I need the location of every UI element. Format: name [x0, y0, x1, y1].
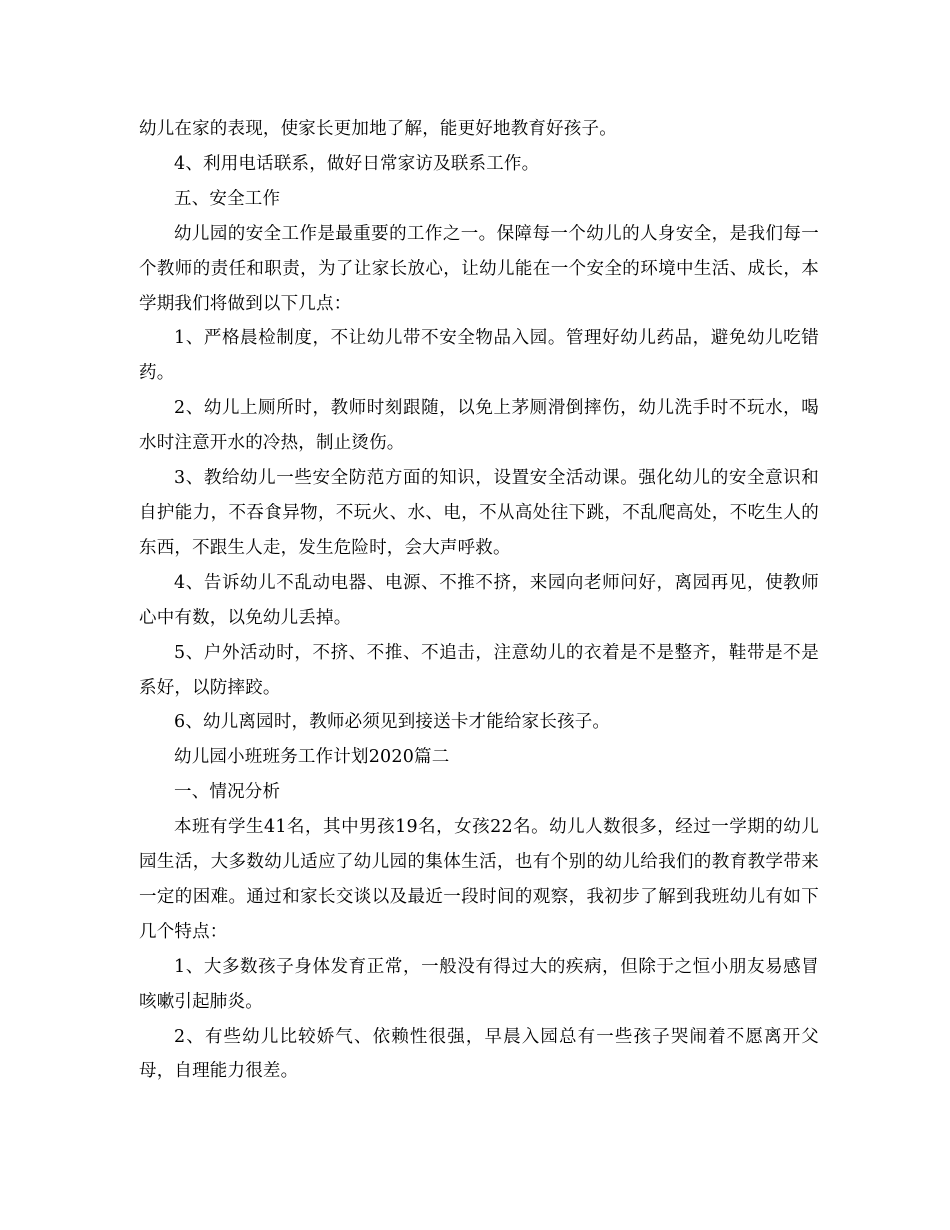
- paragraph-safety-item-2: 2、幼儿上厕所时，教师时刻跟随，以免上茅厕滑倒摔伤，幼儿洗手时不玩水，喝水时注意开水的冷热，制止烫伤。: [139, 398, 819, 454]
- document-body: [139, 112, 819, 1089]
- section-heading-safety: 五、安全工作: [174, 188, 281, 209]
- paragraph-safety-item-3: 3、教给幼儿一些安全防范方面的知识，设置安全活动课。强化幼儿的安全意识和自护能力，不吞食异物，不玩火、水、电，不从高处往下跳，不乱爬高处，不吃生人的东西，不跟生人走，发生危险时，会大声呼救。: [139, 468, 819, 558]
- document-subtitle-part-two: 幼儿园小班班务工作计划2020篇二: [174, 747, 450, 768]
- paragraph-trait-2: 2、有些幼儿比较娇气、依赖性很强，早晨入园总有一些孩子哭闹着不愿离开父母，自理能力很差。: [139, 1026, 819, 1082]
- paragraph-safety-item-5: 5、户外活动时，不挤、不推、不追击，注意幼儿的衣着是不是整齐，鞋带是不是系好，以防摔跤。: [139, 642, 819, 698]
- section-heading-analysis: 一、情况分析: [174, 782, 281, 803]
- paragraph-class-overview: 本班有学生41名，其中男孩19名，女孩22名。幼儿人数很多，经过一学期的幼儿园生活，大多数幼儿适应了幼儿园的集体生活，也有个别的幼儿给我们的教育教学带来一定的困难。通过和家长交谈以及最近一段时间的观察，我初步了解到我班幼儿有如下几个特点：: [139, 817, 819, 942]
- paragraph-safety-intro: 幼儿园的安全工作是最重要的工作之一。保障每一个幼儿的人身安全，是我们每一个教师的责任和职责，为了让家长放心，让幼儿能在一个安全的环境中生活、成长，本学期我们将做到以下几点：: [139, 223, 819, 314]
- paragraph-safety-item-1: 1、严格晨检制度，不让幼儿带不安全物品入园。管理好幼儿药品，避免幼儿吃错药。: [139, 328, 819, 384]
- paragraph-trait-1: 1、大多数孩子身体发育正常，一般没有得过大的疾病，但除于之恒小朋友易感冒咳嗽引起肺炎。: [139, 956, 819, 1012]
- paragraph-phone-contact: 4、利用电话联系，做好日常家访及联系工作。: [174, 153, 540, 174]
- paragraph-safety-item-4: 4、告诉幼儿不乱动电器、电源、不推不挤，来园向老师问好，离园再见，使教师心中有数，以免幼儿丢掉。: [139, 572, 819, 628]
- paragraph-continuation: 幼儿在家的表现，使家长更加地了解，能更好地教育好孩子。: [139, 119, 617, 139]
- paragraph-safety-item-6: 6、幼儿离园时，教师必须见到接送卡才能给家长孩子。: [174, 712, 611, 733]
